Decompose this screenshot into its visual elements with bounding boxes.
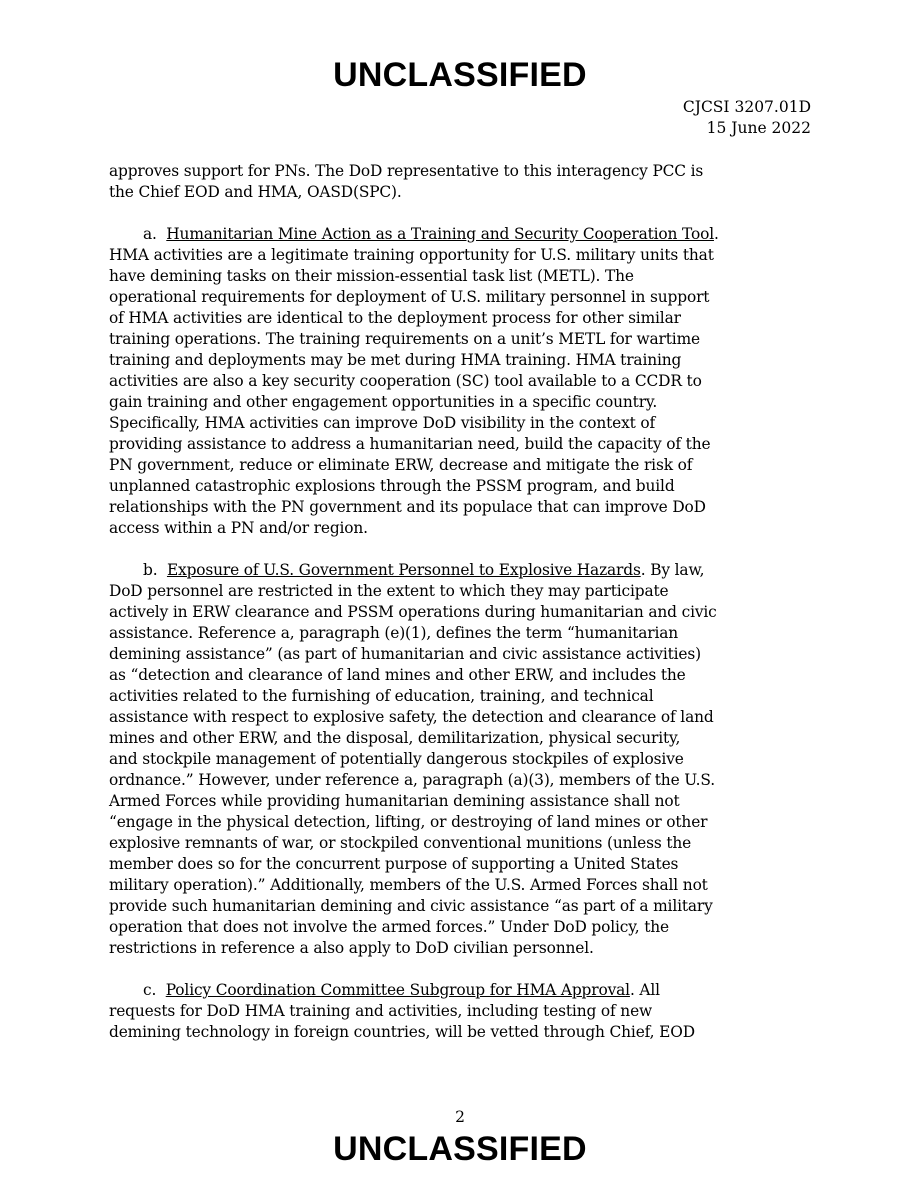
text-line: “engage in the physical detection, lifting, or destroying of land mines or other [109, 813, 708, 831]
text-line: the Chief EOD and HMA, OASD(SPC). [109, 183, 402, 201]
text-line: activities are also a key security cooperation (SC) tool available to a CCDR to [109, 372, 702, 390]
paragraph-a-prefix: a. [143, 225, 157, 243]
page-number: 2 [455, 1108, 465, 1126]
document-body [109, 161, 814, 1043]
text-line: gain training and other engagement opportunities in a specific country. [109, 393, 658, 411]
paragraph-a-heading-line [109, 224, 814, 245]
paragraph-b-heading-line [109, 560, 814, 581]
text-line: actively in ERW clearance and PSSM operations during humanitarian and civic [109, 603, 717, 621]
text-line: training and deployments may be met during HMA training. HMA training [109, 351, 682, 369]
paragraph-a [109, 224, 814, 539]
paragraph-b-heading-rest: . By law, [640, 561, 705, 579]
text-line: assistance. Reference a, paragraph (e)(1), defines the term “humanitarian [109, 624, 679, 642]
text-line: access within a PN and/or region. [109, 519, 368, 537]
text-line: member does so for the concurrent purpose of supporting a United States [109, 855, 679, 873]
text-line: as “detection and clearance of land mines and other ERW, and includes the [109, 666, 686, 684]
text-line: unplanned catastrophic explosions through the PSSM program, and build [109, 477, 675, 495]
text-line: PN government, reduce or eliminate ERW, decrease and mitigate the risk of [109, 456, 693, 474]
paragraph-a-heading-rest: . [713, 225, 719, 243]
paragraph-a-title: Humanitarian Mine Action as a Training and Security Cooperation Tool [166, 225, 714, 243]
document-identifier [683, 97, 811, 139]
text-line: explosive remnants of war, or stockpiled conventional munitions (unless the [109, 834, 692, 852]
text-line: HMA activities are a legitimate training opportunity for U.S. military units that [109, 246, 714, 264]
paragraph-b-title: Exposure of U.S. Government Personnel to Explosive Hazards [166, 561, 641, 579]
paragraph-c-prefix: c. [143, 981, 157, 999]
classification-banner-bottom: UNCLASSIFIED [333, 1130, 587, 1168]
intro-paragraph [109, 161, 814, 203]
paragraph-c-heading-line [109, 980, 814, 1001]
text-line: demining assistance” (as part of humanitarian and civic assistance activities) [109, 645, 701, 663]
doc-number: CJCSI 3207.01D [682, 98, 811, 116]
text-line: restrictions in reference a also apply to DoD civilian personnel. [109, 939, 594, 957]
doc-date: 15 June 2022 [706, 119, 811, 137]
text-line: approves support for PNs. The DoD representative to this interagency PCC is [109, 162, 704, 180]
text-line: relationships with the PN government and its populace that can improve DoD [109, 498, 706, 516]
text-line: Specifically, HMA activities can improve DoD visibility in the context of [109, 414, 656, 432]
text-line: providing assistance to address a humanitarian need, build the capacity of the [109, 435, 711, 453]
text-line: operation that does not involve the armed forces.” Under DoD policy, the [109, 918, 669, 936]
text-line: military operation).” Additionally, members of the U.S. Armed Forces shall not [109, 876, 708, 894]
text-line: DoD personnel are restricted in the extent to which they may participate [109, 582, 669, 600]
paragraph-c-heading-rest: . All [629, 981, 660, 999]
text-line: assistance with respect to explosive safety, the detection and clearance of land [109, 708, 714, 726]
text-line: training operations. The training requirements on a unit’s METL for wartime [109, 330, 700, 348]
paragraph-b-prefix: b. [143, 561, 158, 579]
text-line: activities related to the furnishing of education, training, and technical [109, 687, 654, 705]
text-line: demining technology in foreign countries, will be vetted through Chief, EOD [109, 1023, 695, 1041]
text-line: mines and other ERW, and the disposal, demilitarization, physical security, [109, 729, 681, 747]
text-line: provide such humanitarian demining and civic assistance “as part of a military [109, 897, 713, 915]
text-line: have demining tasks on their mission-essential task list (METL). The [109, 267, 634, 285]
text-line: and stockpile management of potentially dangerous stockpiles of explosive [109, 750, 684, 768]
paragraph-b [109, 560, 814, 959]
text-line: Armed Forces while providing humanitarian demining assistance shall not [109, 792, 680, 810]
text-line: requests for DoD HMA training and activities, including testing of new [109, 1002, 653, 1020]
text-line: operational requirements for deployment of U.S. military personnel in support [109, 288, 710, 306]
paragraph-c [109, 980, 814, 1043]
text-line: ordnance.” However, under reference a, paragraph (a)(3), members of the U.S. [109, 771, 716, 789]
text-line: of HMA activities are identical to the deployment process for other similar [109, 309, 681, 327]
paragraph-c-title: Policy Coordination Committee Subgroup for HMA Approval [165, 981, 630, 999]
classification-banner-top: UNCLASSIFIED [333, 56, 587, 94]
